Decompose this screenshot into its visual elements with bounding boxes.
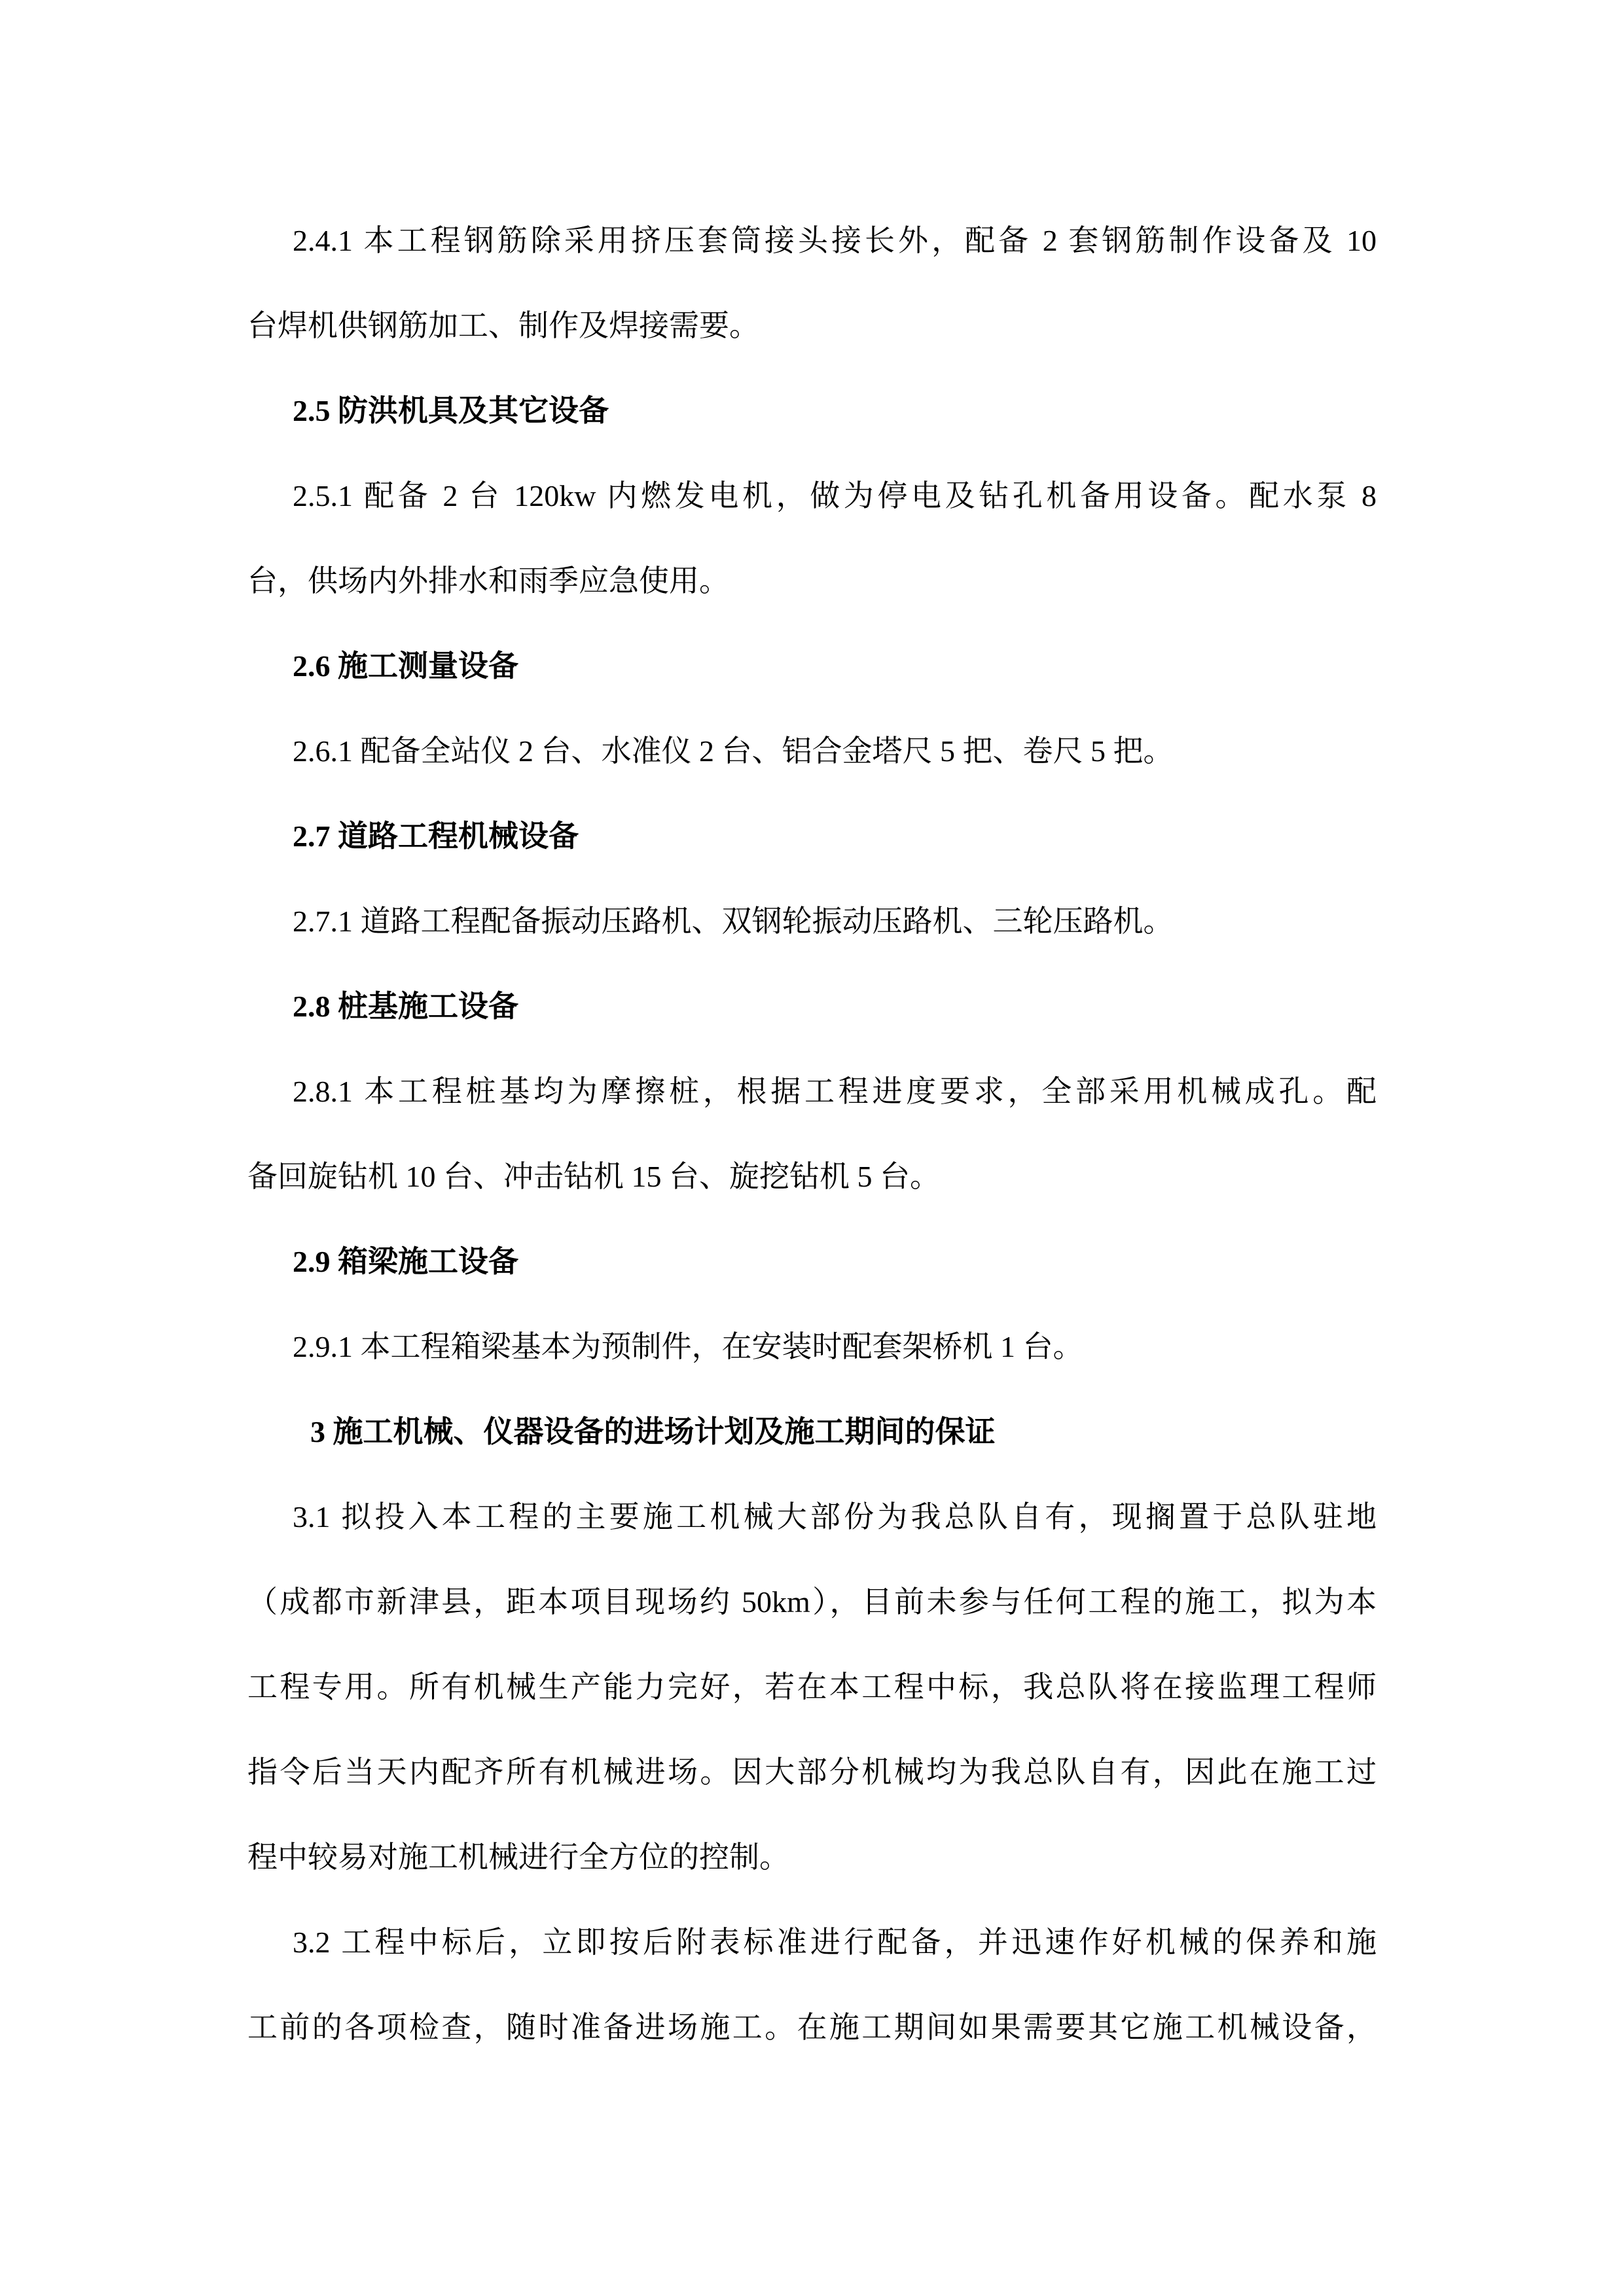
heading-line: 2.9 箱梁施工设备 <box>293 1245 518 1278</box>
body-text-line: 工程专用。所有机械生产能力完好，若在本工程中标，我总队将在接监理工程师 <box>247 1670 1377 1704</box>
body-text-line: 指令后当天内配齐所有机械进场。因大部分机械均为我总队自有，因此在施工过 <box>247 1755 1377 1789</box>
heading-line: 3 施工机械、仪器设备的进场计划及施工期间的保证 <box>310 1415 996 1448</box>
body-text-line: 2.8.1 本工程桩基均为摩擦桩，根据工程进度要求，全部采用机械成孔。配 <box>293 1075 1377 1108</box>
body-text-line: 3.1 拟投入本工程的主要施工机械大部份为我总队自有，现搁置于总队驻地 <box>293 1500 1377 1534</box>
heading-line: 2.7 道路工程机械设备 <box>293 819 579 853</box>
body-text-line: 台，供场内外排水和雨季应急使用。 <box>247 564 729 598</box>
body-text-line: 备回旋钻机 10 台、冲击钻机 15 台、旋挖钻机 5 台。 <box>247 1160 940 1193</box>
body-text-line: 2.7.1 道路工程配备振动压路机、双钢轮振动压路机、三轮压路机。 <box>293 905 1174 938</box>
body-text-line: 2.4.1 本工程钢筋除采用挤压套筒接头接长外，配备 2 套钢筋制作设备及 10 <box>293 224 1377 257</box>
heading-line: 2.6 施工测量设备 <box>293 649 518 683</box>
heading-line: 2.5 防洪机具及其它设备 <box>293 394 609 427</box>
body-text-line: 2.6.1 配备全站仪 2 台、水准仪 2 台、铝合金塔尺 5 把、卷尺 5 把。 <box>293 734 1174 768</box>
body-text-line: 程中较易对施工机械进行全方位的控制。 <box>247 1840 789 1874</box>
body-text-line: 2.5.1 配备 2 台 120kw 内燃发电机，做为停电及钻孔机备用设备。配水泵 8 <box>293 479 1377 512</box>
body-text-line: 2.9.1 本工程箱梁基本为预制件，在安装时配套架桥机 1 台。 <box>293 1330 1083 1363</box>
body-text-line: 台焊机供钢筋加工、制作及焊接需要。 <box>247 309 759 342</box>
body-text-line: 3.2 工程中标后，立即按后附表标准进行配备，并迅速作好机械的保养和施 <box>293 1926 1377 1959</box>
heading-line: 2.8 桩基施工设备 <box>293 990 518 1023</box>
body-text-line: 工前的各项检查，随时准备进场施工。在施工期间如果需要其它施工机械设备， <box>247 2011 1377 2044</box>
document-body <box>247 198 1377 2070</box>
body-text-line: （成都市新津县，距本项目现场约 50km），目前未参与任何工程的施工，拟为本 <box>247 1585 1377 1619</box>
